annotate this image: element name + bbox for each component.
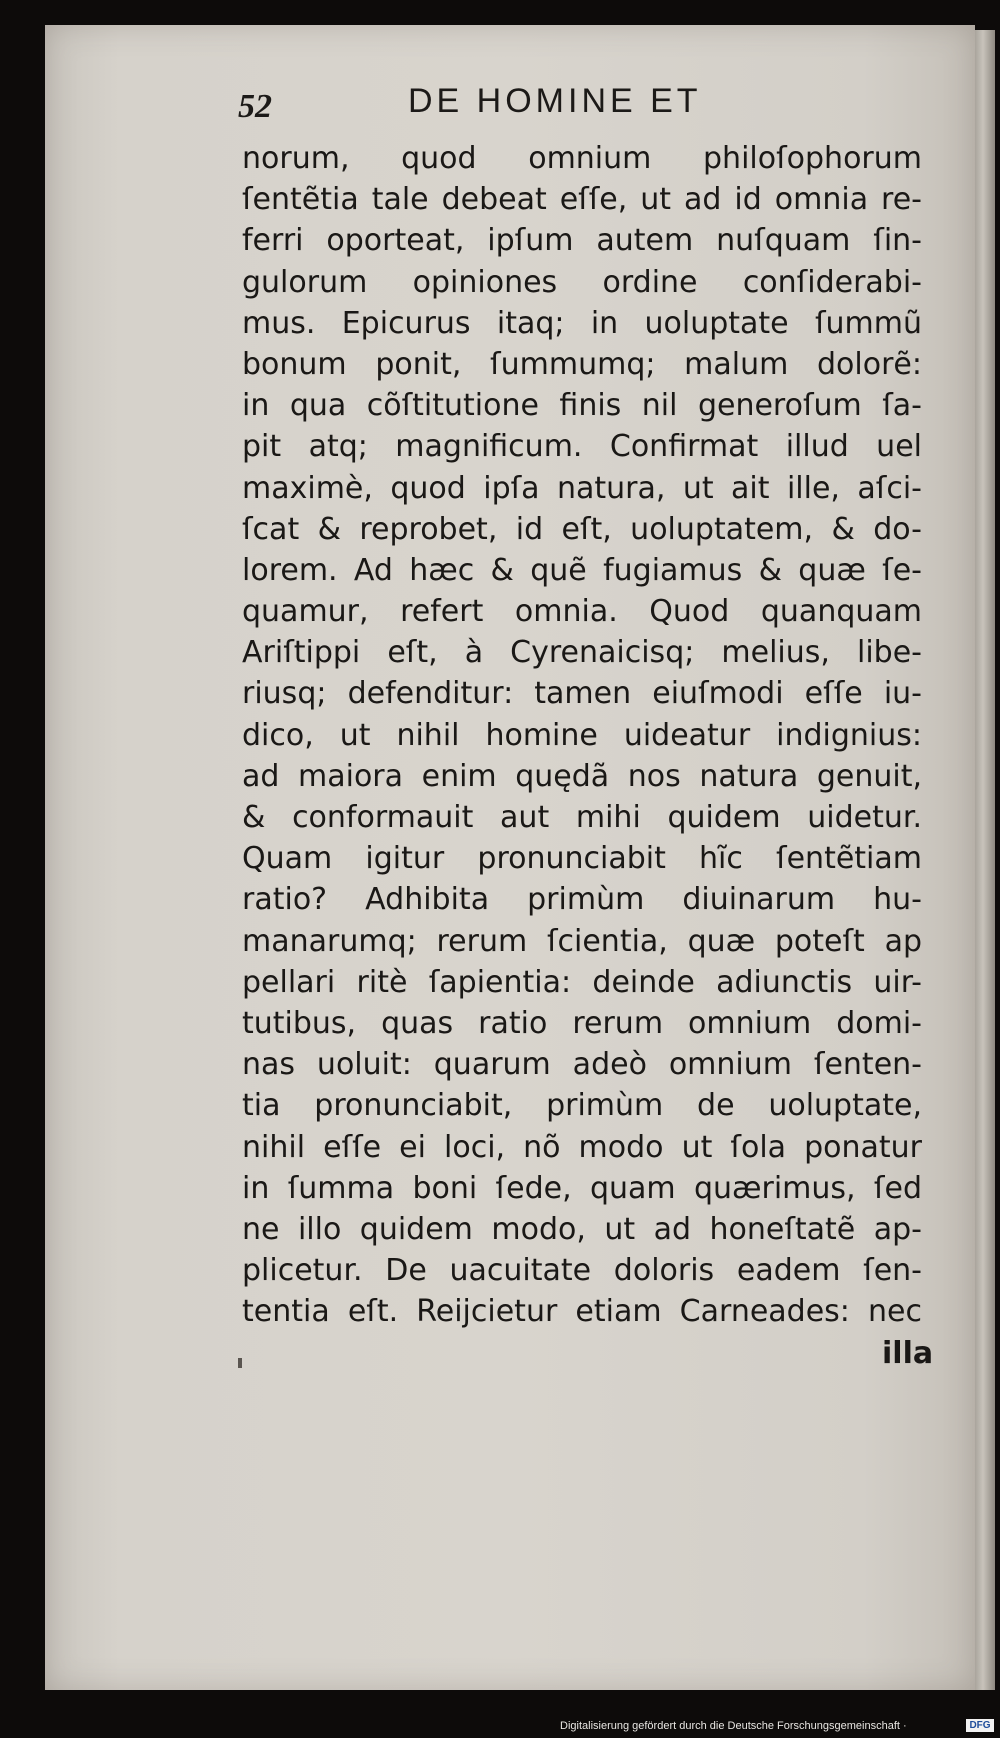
text-line: nihil eſſe ei loci, nõ modo ut ſola ponatur (242, 1129, 922, 1165)
text-line: in ſumma boni ſede, quam quærimus, ſed (242, 1170, 922, 1206)
text-line: in qua cõſtitutione finis nil generoſum ſa- (242, 388, 922, 424)
text-line: norum, quod omnium philoſophorum (242, 141, 922, 176)
text-line: pit atq; magnificum. Confirmat illud uel (242, 429, 922, 465)
text-line: manarumq; rerum ſcientia, quæ poteſt ap (242, 923, 922, 959)
text-line: lorem. Ad hæc & quẽ fugiamus & quæ ſe- (242, 552, 922, 588)
text-line: riusq; defenditur: tamen eiuſmodi eſſe iu- (242, 676, 922, 712)
text-line: tentia eſt. Reijcietur etiam Carneades: nec (242, 1294, 922, 1330)
dfg-logo-icon: DFG (966, 1719, 994, 1732)
text-line: mus. Epicurus itaq; in uoluptate ſummũ (242, 305, 922, 341)
text-line: ratio? Adhibita primùm diuinarum hu- (242, 882, 922, 918)
text-line: nas uoluit: quarum adeò omnium ſenten- (242, 1047, 922, 1083)
digitization-credit: Digitalisierung gefördert durch die Deutsche Forschungsgemeinschaft · (560, 1720, 907, 1732)
text-line: tia pronunciabit, primùm de uoluptate, (242, 1088, 922, 1124)
text-line: Ariſtippi eſt, à Cyrenaicisq; melius, libe- (242, 635, 922, 671)
text-line: & conformauit aut mihi quidem uidetur. (242, 800, 922, 835)
text-line: dico, ut nihil homine uideatur indignius: (242, 717, 922, 753)
text-line: maximè, quod ipſa natura, ut ait ille, aſci- (242, 470, 922, 506)
text-line: pellari ritè ſapientia: deinde adiunctis uir- (242, 964, 922, 1000)
text-line: Quam igitur pronunciabit hĩc ſentẽtiam (242, 841, 922, 877)
text-line: bonum ponit, ſummumq; malum dolorẽ: (242, 346, 922, 382)
page-number: 52 (238, 88, 272, 125)
text-line: ſentẽtia tale debeat eſſe, ut ad id omnia re- (242, 182, 922, 218)
text-line: ferri oporteat, ipſum autem nuſquam ſin- (242, 223, 922, 259)
text-line: ne illo quidem modo, ut ad honeſtatẽ ap- (242, 1211, 922, 1247)
text-line: quamur, refert omnia. Quod quanquam (242, 594, 922, 630)
text-line: ſcat & reprobet, id eſt, uoluptatem, & do- (242, 511, 922, 547)
text-line: tutibus, quas ratio rerum omnium domi- (242, 1005, 922, 1041)
text-line: gulorum opiniones ordine conſiderabi- (242, 264, 922, 300)
ink-blemish (238, 1358, 242, 1368)
page-edge (975, 30, 995, 1690)
catchword: illa (882, 1336, 934, 1371)
text-line: plicetur. De uacuitate doloris eadem ſen- (242, 1253, 922, 1289)
running-head (238, 80, 938, 130)
body-text (242, 138, 932, 1332)
running-title: DE HOMINE ET (408, 82, 702, 120)
text-line: ad maiora enim quędã nos natura genuit, (242, 758, 922, 794)
